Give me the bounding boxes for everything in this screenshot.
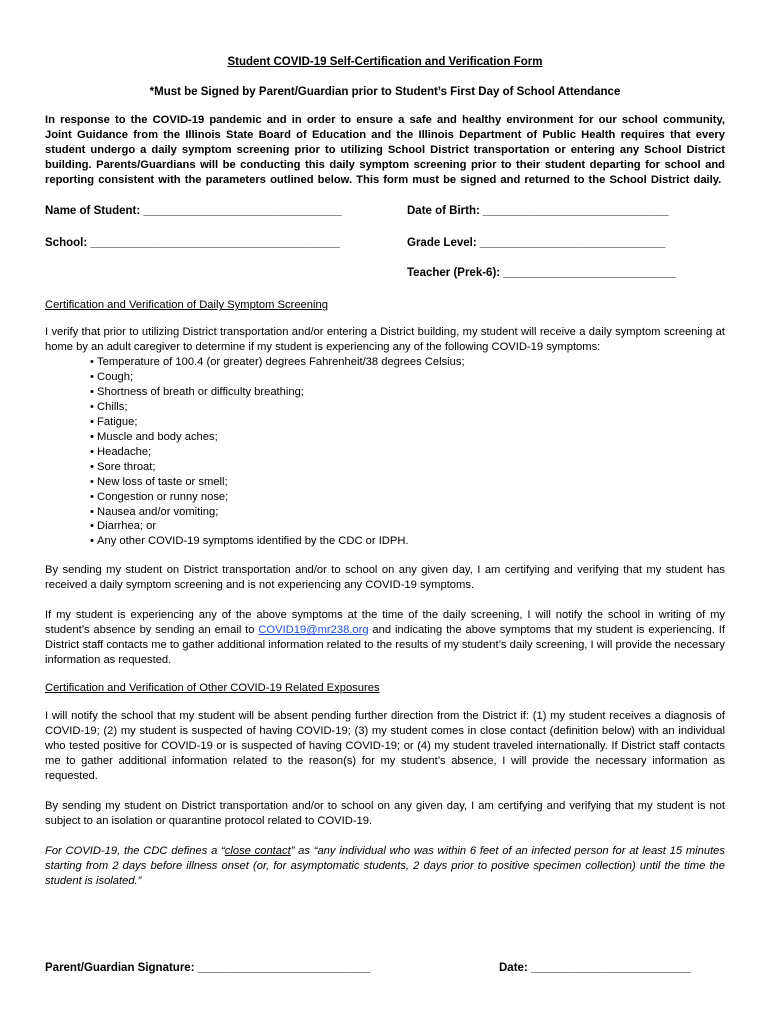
cdc-text-after: ” as “any individual who was within 6 feet of an infected person for at least 15 minutes starting from 2 days before illness onset (or, for asymptomatic students, 2 days prior to positive specimen collection) until the time the student is isolated.” <box>45 845 725 888</box>
exposures-heading: Certification and Verification of Other COVID-19 Related Exposures <box>45 682 380 695</box>
list-item: • Sore throat; <box>90 460 725 475</box>
list-item: • Headache; <box>90 445 725 460</box>
student-info-row-2 <box>45 237 725 253</box>
list-item: • New loss of taste or smell; <box>90 475 725 490</box>
student-info-row-3 <box>45 267 725 283</box>
list-item: • Chills; <box>90 400 725 415</box>
date-of-birth-field[interactable]: Date of Birth: _____________________________ <box>407 205 669 218</box>
cdc-text-before: For COVID-19, the CDC defines a “ <box>45 845 225 858</box>
cdc-definition-paragraph <box>45 844 725 889</box>
form-title: Student COVID-19 Self-Certification and Verification Form <box>227 56 543 68</box>
student-info-row-1 <box>45 205 725 221</box>
list-item: • Any other COVID-19 symptoms identified by the CDC or IDPH. <box>90 534 725 549</box>
list-item: • Fatigue; <box>90 415 725 430</box>
list-item: • Cough; <box>90 370 725 385</box>
list-item: • Muscle and body aches; <box>90 430 725 445</box>
list-item: • Shortness of breath or difficulty breathing; <box>90 385 725 400</box>
form-subtitle: *Must be Signed by Parent/Guardian prior to Student’s First Day of School Attendance <box>149 86 621 98</box>
verify-paragraph: I verify that prior to utilizing District transportation and/or entering a District building, my student will receive a daily symptom screening at home by an adult caregiver to determine if my student is experiencing any of the following COVID-19 symptoms: <box>45 326 725 354</box>
symptom-list <box>45 355 725 549</box>
parent-signature-field[interactable]: Parent/Guardian Signature: ___________________________ <box>45 962 371 974</box>
grade-level-field[interactable]: Grade Level: _____________________________ <box>407 237 666 250</box>
symptom-screening-heading: Certification and Verification of Daily Symptom Screening <box>45 299 328 312</box>
list-item: • Diarrhea; or <box>90 519 725 534</box>
list-item: • Temperature of 100.4 (or greater) degrees Fahrenheit/38 degrees Celsius; <box>90 355 725 370</box>
close-contact-term: close contact <box>224 845 291 858</box>
certify-quarantine-paragraph: By sending my student on District transportation and/or to school on any given day, I am certifying and verifying that my student is not subject to an isolation or quarantine protocol related to COVID-19. <box>45 800 725 828</box>
signature-date-field[interactable]: Date: _________________________ <box>499 962 691 974</box>
notify-text-after: and indicating the above symptoms that my student is experiencing. If District staff contacts me to gather additional information related to the results of my student’s daily screening, I will provide the necessary information as requested. <box>45 624 725 667</box>
exposure-notify-paragraph: I will notify the school that my student will be absent pending further direction from the District if: (1) my student receives a diagnosis of COVID-19; (2) my student is suspected of having COVID-19; (3) my student comes in close contact (definition below) with an individual who tested positive for COVID-19 or is suspected of having COVID-19; or (4) my student traveled internationally. If District staff contacts me to gather additional information related to the reason(s) for my student’s absence, I will provide the necessary information as requested. <box>45 710 725 783</box>
school-field[interactable]: School: _______________________________________ <box>45 237 340 250</box>
notify-symptoms-paragraph <box>45 608 725 668</box>
list-item: • Congestion or runny nose; <box>90 490 725 505</box>
teacher-field[interactable]: Teacher (Prek-6): ___________________________ <box>407 267 676 280</box>
list-item: • Nausea and/or vomiting; <box>90 505 725 520</box>
notify-text-before: If my student is experiencing any of the above symptoms at the time of the daily screening, I will notify the school in writing of my student’s absence by sending an email to <box>45 609 725 637</box>
email-link[interactable]: COVID19@mr238.org <box>258 624 369 637</box>
signature-row <box>45 962 725 978</box>
student-name-field[interactable]: Name of Student: _______________________________ <box>45 205 342 218</box>
certify-symptoms-paragraph: By sending my student on District transportation and/or to school on any given day, I am certifying and verifying that my student has received a daily symptom screening and is not experiencing any COVID-19 symptoms. <box>45 564 725 592</box>
intro-paragraph: In response to the COVID-19 pandemic and in order to ensure a safe and healthy environment for our school community, Joint Guidance from the Illinois State Board of Education and the Illinois Department of Public Health requires that every student undergo a daily symptom screening prior to utilizing School District transportation or entering any School District building. Parents/Guardians will be conducting this daily symptom screening prior to their student departing for school and reporting consistent with the parameters outlined below. This form must be signed and returned to the School District daily. <box>45 114 725 187</box>
form-page <box>45 56 725 889</box>
